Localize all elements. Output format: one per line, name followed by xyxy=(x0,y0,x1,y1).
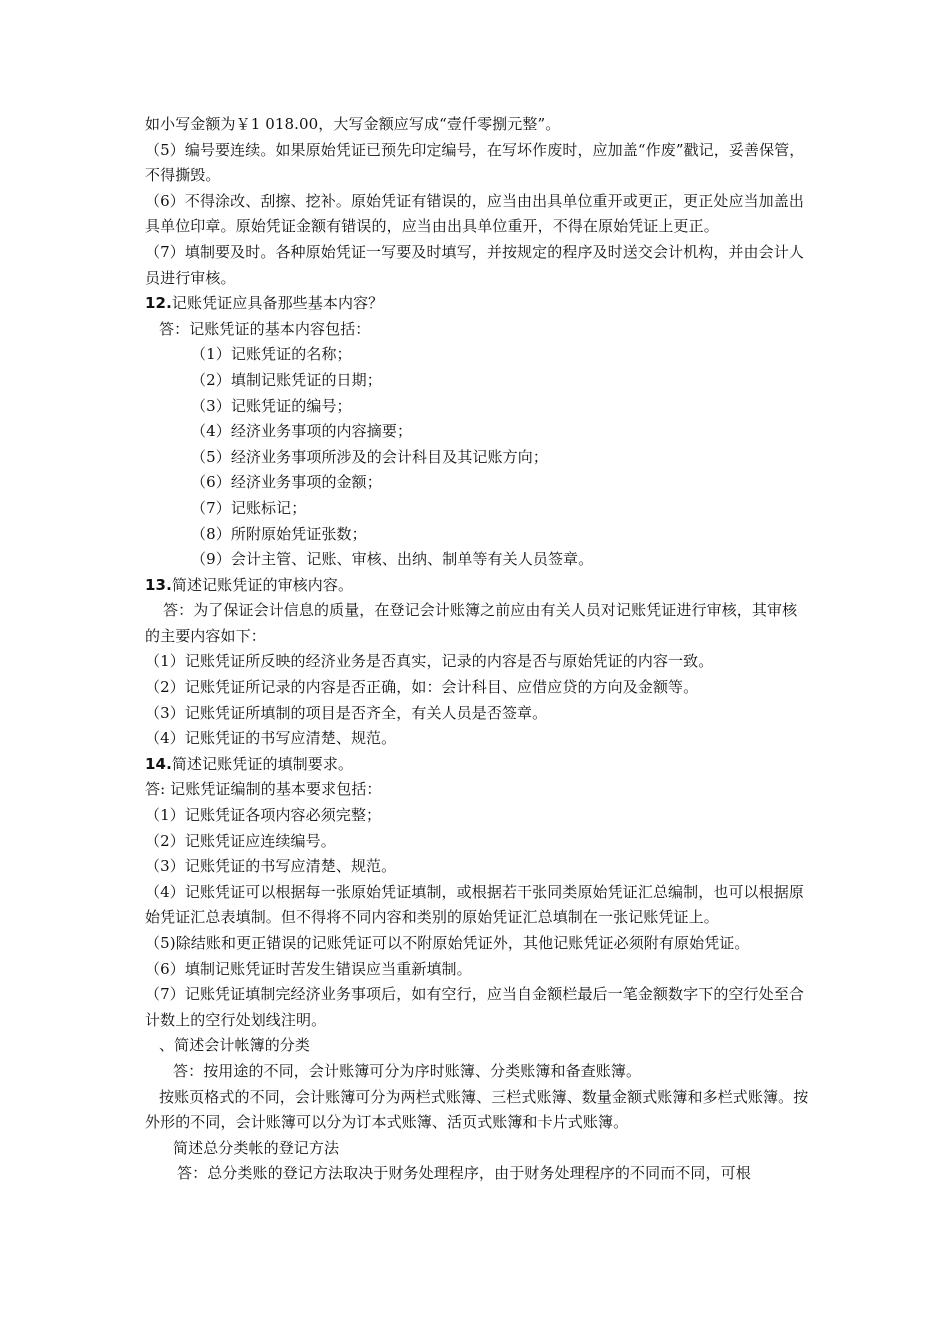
question-14-number: 14. xyxy=(145,754,172,773)
list-item: （2）记账凭证所记录的内容是否正确，如：会计科目、应借应贷的方向及金额等。 xyxy=(145,678,699,697)
question-12-answer: 答：记账凭证的基本内容包括： xyxy=(159,319,371,338)
question-12-text: 记账凭证应具备那些基本内容？ xyxy=(171,294,384,313)
list-item: （8）所附原始凭证张数； xyxy=(191,524,367,543)
list-item: （5）经济业务事项所涉及的会计科目及其记账方向； xyxy=(191,447,548,466)
list-item: （4）记账凭证的书写应清楚、规范。 xyxy=(145,729,397,748)
question-16-heading: 简述总分类帐的登记方法 xyxy=(173,1138,340,1157)
list-item: （2）记账凭证应连续编号。 xyxy=(145,831,336,850)
list-item: （4）记账凭证可以根据每一张原始凭证填制，或根据若干张同类原始凭证汇总编制，也可以根据原始凭证汇总表填制。但不得将不同内容和类别的原始凭证汇总填制在一张记账凭证上。 xyxy=(145,882,804,927)
question-14-answer: 答: 记账凭证编制的基本要求包括： xyxy=(145,780,382,799)
list-item: （7）记账凭证填制完经济业务事项后，如有空行，应当自金额栏最后一笔金额数字下的空行处至合计数上的空行处划线注明。 xyxy=(145,985,804,1029)
list-item: （3）记账凭证的编号； xyxy=(191,396,352,415)
question-13-number: 13. xyxy=(145,575,172,594)
list-item: （6）填制记账凭证时苦发生错误应当重新填制。 xyxy=(145,959,472,978)
list-item: （9）会计主管、记账、审核、出纳、制单等有关人员签章。 xyxy=(191,550,594,569)
question-14-heading xyxy=(145,752,810,778)
question-15-answer: 答：按用途的不同，会计账簿可分为序时账簿、分类账簿和备查账簿。 xyxy=(173,1061,642,1080)
list-item: （1）记账凭证各项内容必须完整； xyxy=(145,806,382,825)
list-item: （5)除结账和更正错误的记账凭证可以不附原始凭证外，其他记账凭证必须附有原始凭证。 xyxy=(145,934,750,952)
list-item: （2）填制记账凭证的日期； xyxy=(191,370,382,389)
question-12-number: 12. xyxy=(145,294,172,313)
paragraph-item-6: （6）不得涂改、刮擦、挖补。原始凭证有错误的，应当由出具单位重开或更正，更正处应当加盖出具单位印章。原始凭证金额有错误的，应当由出具单位重开，不得在原始凭证上更正。 xyxy=(145,191,804,236)
question-13-heading xyxy=(145,573,810,599)
list-item: （1）记账凭证的名称； xyxy=(191,345,352,364)
question-15-heading: 、简述会计帐簿的分类 xyxy=(159,1036,311,1055)
list-item: （3）记账凭证所填制的项目是否齐全，有关人员是否签章。 xyxy=(145,703,548,722)
document-body xyxy=(145,112,810,1187)
question-14-text: 简述记账凭证的填制要求。 xyxy=(171,754,354,773)
question-12-heading xyxy=(145,291,810,317)
paragraph-item-7: （7）填制要及时。各种原始凭证一写要及时填写，并按规定的程序及时送交会计机构，并由会计人员进行审核。 xyxy=(145,242,804,287)
list-item: （6）经济业务事项的金额； xyxy=(191,473,382,492)
paragraph-amount-example: 如小写金额为￥1 018.00，大写金额应写成“壹仟零捌元整”。 xyxy=(145,115,561,133)
list-item: （3）记账凭证的书写应清楚、规范。 xyxy=(145,857,397,876)
list-item: （4）经济业务事项的内容摘要； xyxy=(191,422,413,441)
question-13-text: 简述记账凭证的审核内容。 xyxy=(171,575,354,594)
question-13-answer: 答：为了保证会计信息的质量，在登记会计账簿之前应由有关人员对记账凭证进行审核，其审核的主要内容如下： xyxy=(145,601,798,645)
list-item: （1）记账凭证所反映的经济业务是否真实，记录的内容是否与原始凭证的内容一致。 xyxy=(145,652,714,671)
list-item: （7）记账标记； xyxy=(191,498,307,517)
paragraph-item-5: （5）编号要连续。如果原始凭证已预先印定编号，在写坏作废时，应加盖“作废”戳记，妥善保管，不得撕毁。 xyxy=(145,140,805,185)
question-15-paragraph: 按账页格式的不同，会计账簿可分为两栏式账簿、三栏式账簿、数量金额式账簿和多栏式账簿。按外形的不同，会计账簿可以分为订本式账簿、活页式账簿和卡片式账簿。 xyxy=(145,1087,809,1132)
question-16-answer: 答：总分类账的登记方法取决于财务处理程序，由于财务处理程序的不同而不同，可根 xyxy=(177,1164,751,1183)
